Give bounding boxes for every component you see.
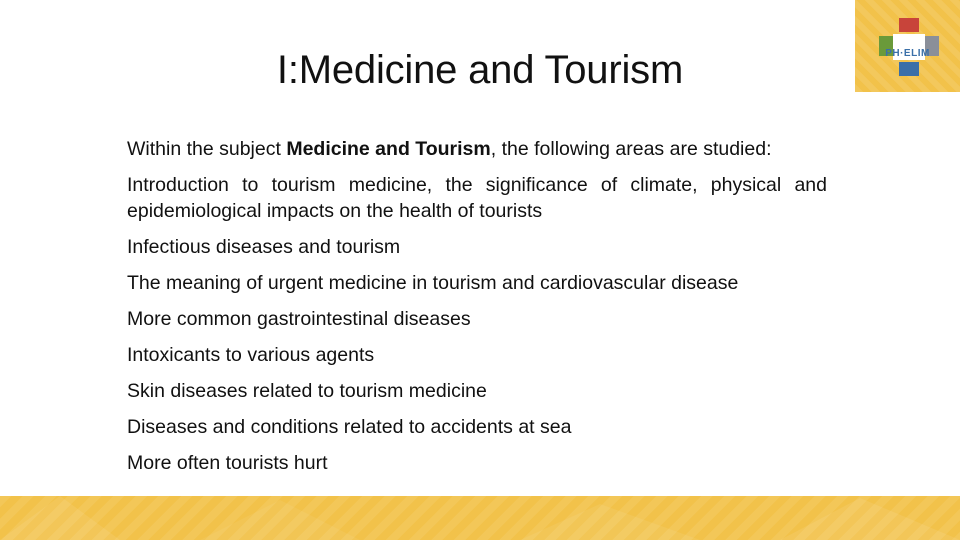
logo-badge bbox=[855, 0, 960, 92]
intro-paragraph bbox=[127, 136, 827, 162]
ph-elim-logo-icon bbox=[877, 16, 941, 78]
slide-title: I:Medicine and Tourism bbox=[276, 48, 684, 92]
slide-body bbox=[127, 136, 827, 486]
list-item: More common gastrointestinal diseases bbox=[127, 308, 471, 330]
logo-text: PH·ELIM bbox=[885, 48, 930, 59]
list-item: Introduction to tourism medicine, the significance of climate, physical and epidemiological impacts on the health of tourists bbox=[127, 174, 827, 222]
list-item: More often tourists hurt bbox=[127, 452, 328, 474]
list-item: Diseases and conditions related to accidents at sea bbox=[127, 416, 572, 438]
list-item: Intoxicants to various agents bbox=[127, 344, 375, 366]
list-item: Skin diseases related to tourism medicine bbox=[127, 380, 487, 402]
intro-after: , the following areas are studied: bbox=[490, 138, 772, 160]
footer-band bbox=[0, 496, 960, 540]
footer-pattern-icon bbox=[0, 496, 960, 540]
list-item: The meaning of urgent medicine in tourism and cardiovascular disease bbox=[127, 272, 739, 294]
intro-before: Within the subject bbox=[127, 138, 287, 160]
list-item: Infectious diseases and tourism bbox=[127, 236, 401, 258]
intro-subject: Medicine and Tourism bbox=[286, 138, 491, 160]
